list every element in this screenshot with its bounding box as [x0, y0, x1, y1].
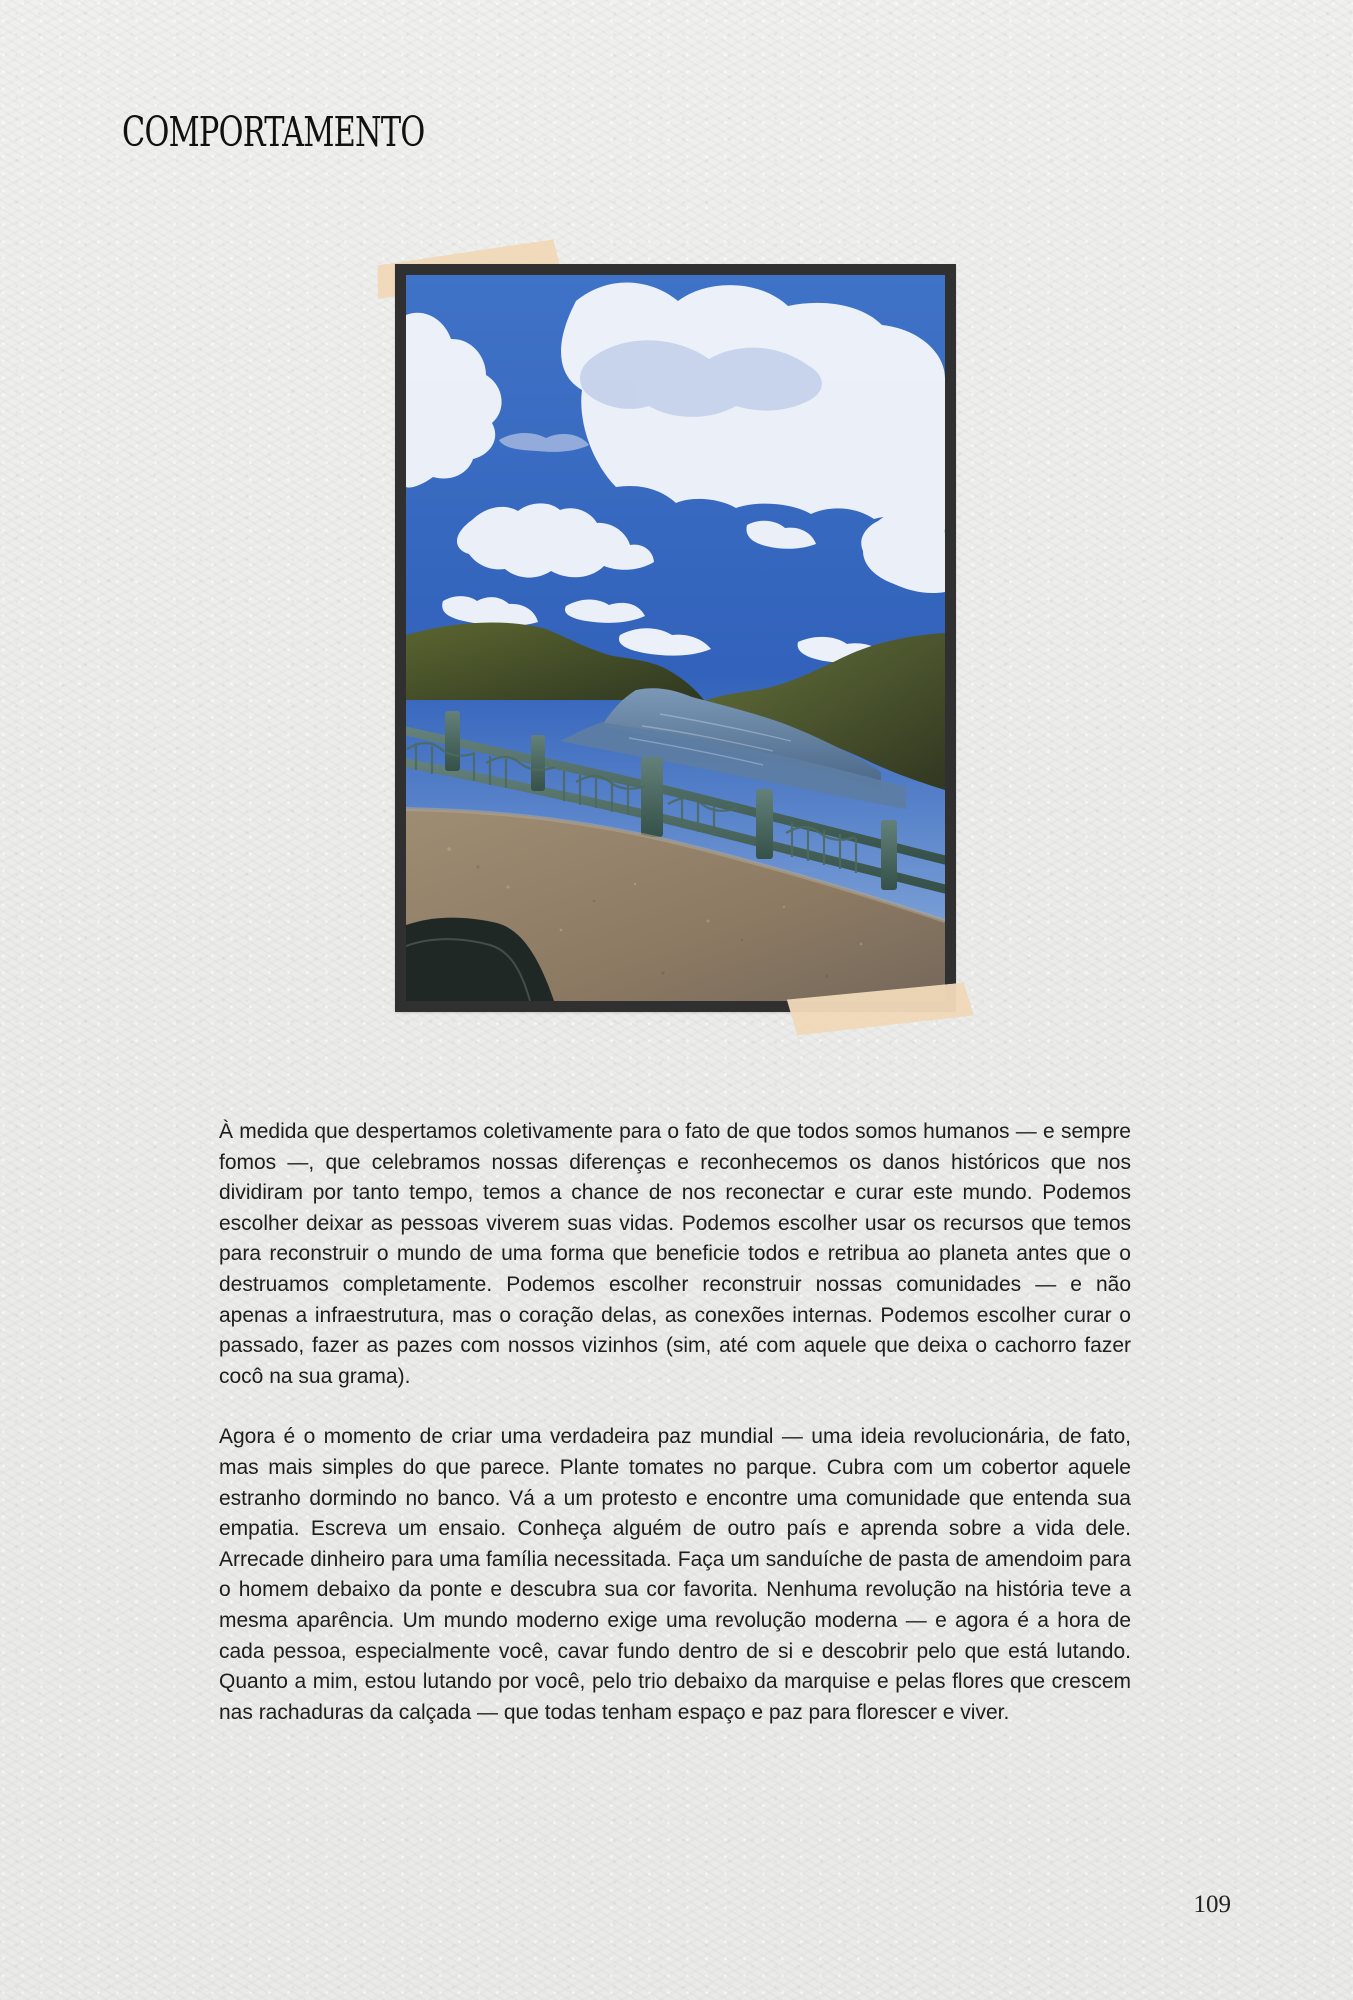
- paragraph-2: Agora é o momento de criar uma verdadeira paz mundial — uma ideia revolucionária, de fato, mas mais simples do que parece. Plante tomates no parque. Cubra com um cobertor aquele estranho dormindo no banco. Vá a um protesto e encontre uma comunidade que entenda sua empatia. Escreva um ensaio. Conheça alguém de outro país e aprenda sobre a vida dele. Arrecade dinheiro para uma família necessitada. Faça um sanduíche de pasta de amendoim para o homem debaixo da ponte e descubra sua cor favorita. Nenhuma revolução na história teve a mesma aparência. Um mundo moderno exige uma revolução moderna — e agora é a hora de cada pessoa, especialmente você, cavar fundo dentro de si e descobrir pelo que está lutando. Quanto a mim, estou lutando por você, pelo trio debaixo da marquise e pelas flores que crescem nas rachaduras da calçada — que todas tenham espaço e paz para florescer e viver.: [219, 1425, 1131, 1724]
- page-number: 109: [1193, 1891, 1231, 1918]
- paragraph-1: À medida que despertamos coletivamente para o fato de que todos somos humanos — e sempre fomos —, que celebramos nossas diferenças e reconhecemos os danos históricos que nos dividiram por tanto tempo, temos a chance de nos reconectar e curar este mundo. Podemos escolher deixar as pessoas viverem suas vidas. Podemos escolher usar os recursos que temos para reconstruir o mundo de uma forma que beneficie todos e retribua ao planeta antes que o destruamos completamente. Podemos escolher reconstruir nossas comunidades — e não apenas a infraestrutura, mas o coração delas, as conexões internas. Podemos escolher curar o passado, fazer as pazes com nossos vizinhos (sim, até com aquele que deixa o cachorro fazer cocô na sua grama).: [219, 1120, 1131, 1388]
- article-body: [219, 1117, 1131, 1728]
- framed-photo: [395, 264, 956, 1012]
- landscape-photo-icon: [406, 275, 945, 1001]
- section-title: COMPORTAMENTO: [122, 108, 425, 156]
